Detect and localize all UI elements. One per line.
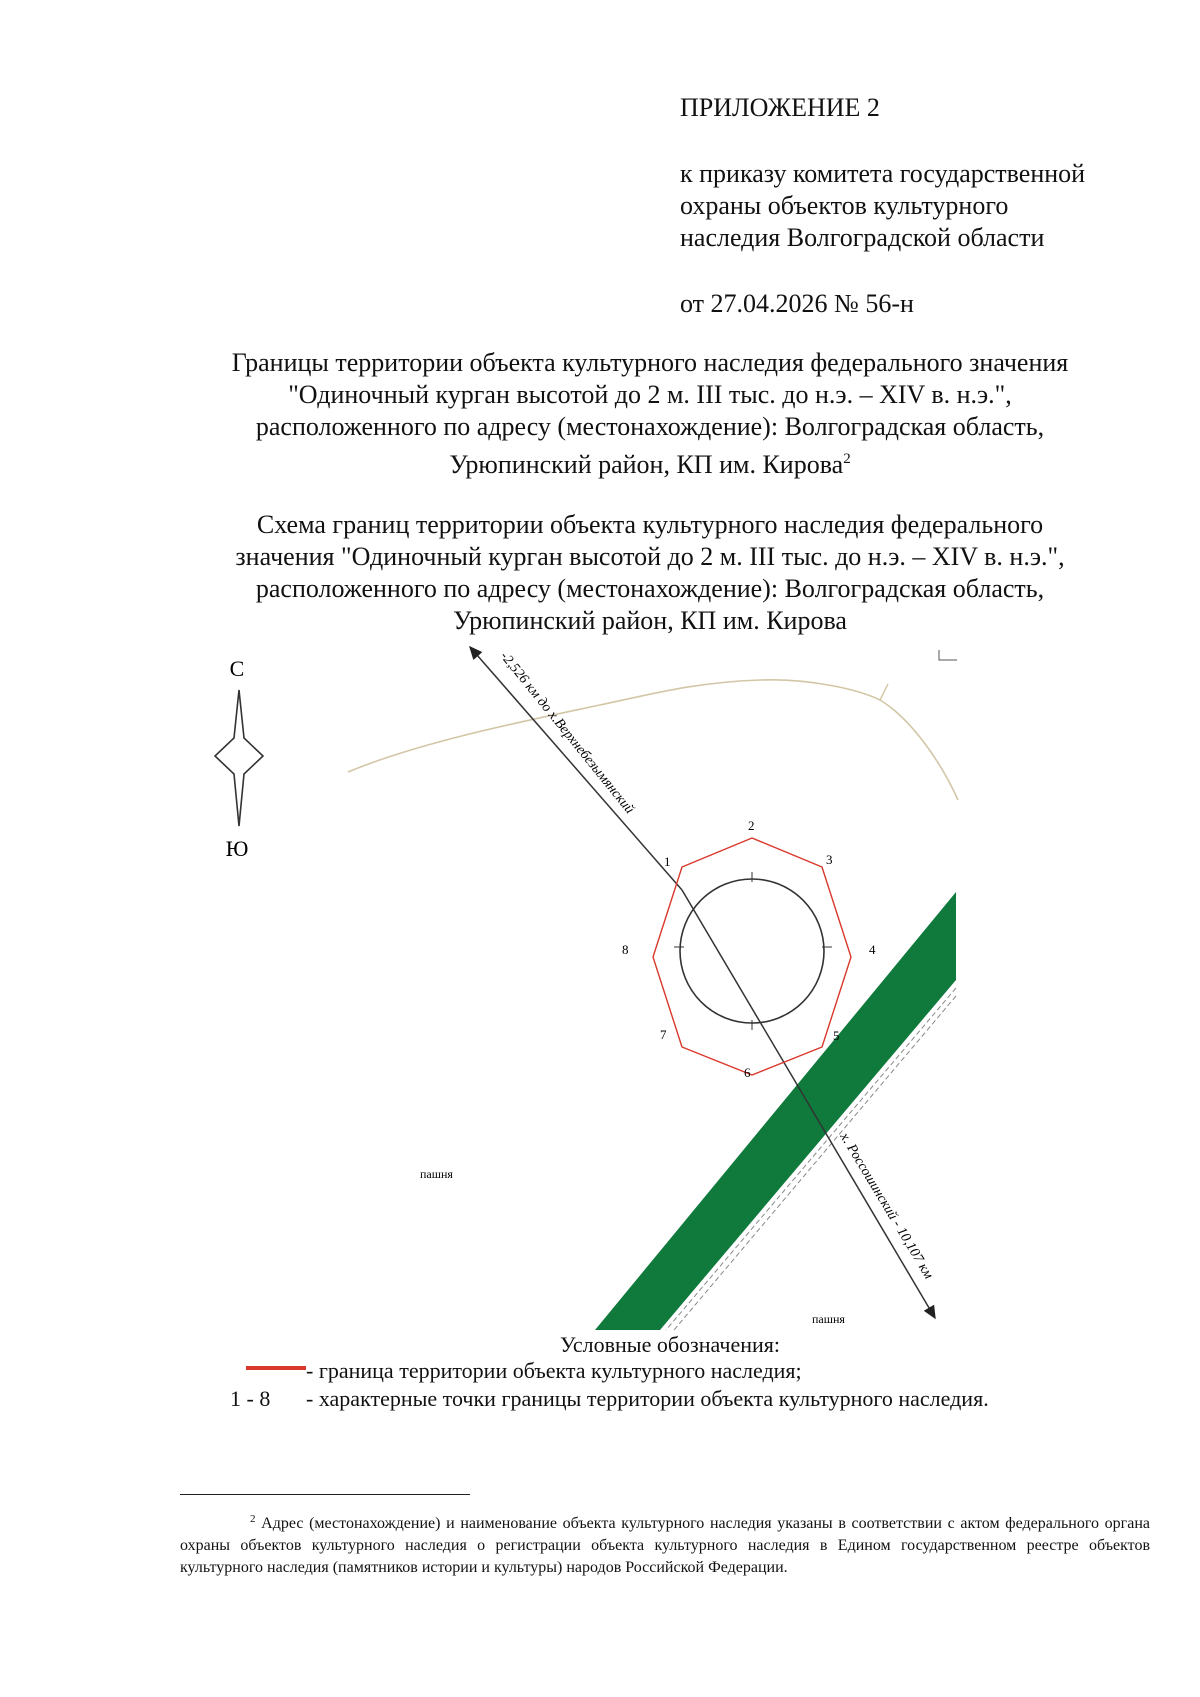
title-line: Урюпинский район, КП им. Кирова <box>453 606 847 635</box>
direction-line <box>470 647 682 890</box>
compass-north-label: С <box>229 656 245 681</box>
footnote-text: Адрес (местонахождение) и наименование объекта культурного наследия указаны в соответствии с актом федерального органа охраны объектов культурного наследия о регистрации объекта культурного наследия в Едином государственном реестре объектов культурного наследия (памятников истории и культуры) народов Российской Федерации. <box>180 1515 1151 1576</box>
boundary-point-5: 5 <box>833 1028 840 1043</box>
order-line: наследия Волгоградской области <box>680 223 1045 252</box>
boundary-point-7: 7 <box>660 1027 667 1042</box>
boundary-point-1: 1 <box>664 854 671 869</box>
appendix-label: ПРИЛОЖЕНИЕ 2 <box>680 93 880 122</box>
title-line: Границы территории объекта культурного наследия федерального значения <box>231 348 1069 377</box>
legend-title: Условные обозначения: <box>559 1332 781 1357</box>
legend-boundary-desc: - граница территории объекта культурного наследия; <box>306 1358 802 1383</box>
legend-points-symbol: 1 - 8 <box>230 1386 271 1411</box>
title-line: значения "Одиночный курган высотой до 2 м. III тыс. до н.э. – XIV в. н.э.", <box>235 542 1065 571</box>
compass-rose <box>215 656 263 861</box>
forest-belt <box>595 892 956 1330</box>
title-line: расположенного по адресу (местонахождение): Волгоградская область, <box>255 412 1045 441</box>
footnote <box>180 1508 1150 1579</box>
boundary-point-6: 6 <box>744 1065 751 1080</box>
boundary-point-3: 3 <box>826 852 833 867</box>
direction-label-nw: -2,526 км до х.Верхнебезымянский <box>496 649 637 817</box>
footnote-ref[interactable]: 2 <box>843 451 851 467</box>
order-line: охраны объектов культурного <box>680 191 1009 220</box>
belt-edge-line <box>674 996 956 1330</box>
frame-corner-mark <box>939 650 957 660</box>
footnote-mark: 2 <box>250 1513 256 1525</box>
title-line: Урюпинский район, КП им. Кирова$^2$ <box>449 450 851 479</box>
order-date-number: от 27.04.2026 № 56-н <box>680 289 914 318</box>
order-line: к приказу комитета государственной <box>680 159 1086 188</box>
boundary-point-8: 8 <box>622 942 629 957</box>
title-line: "Одиночный курган высотой до 2 м. III тыс. до н.э. – XIV в. н.э.", <box>288 380 1012 409</box>
footnote-separator <box>180 1494 470 1495</box>
compass-south-label: Ю <box>225 836 249 861</box>
land-label-arable: пашня <box>420 1167 453 1181</box>
boundary-point-2: 2 <box>748 818 755 833</box>
title-line: Схема границ территории объекта культурного наследия федерального <box>256 510 1044 539</box>
title-line: расположенного по адресу (местонахождение): Волгоградская область, <box>255 574 1045 603</box>
road-branch <box>880 684 888 700</box>
barrow-mound <box>680 879 824 1023</box>
compass-star-icon <box>215 690 263 826</box>
field-road <box>348 680 958 800</box>
direction-label-se: х. Россошинский - 10,107 км <box>836 1130 936 1282</box>
legend-points-desc: - характерные точки границы территории объекта культурного наследия. <box>306 1386 989 1411</box>
boundary-point-4: 4 <box>869 942 876 957</box>
land-label-arable: пашня <box>812 1312 845 1326</box>
